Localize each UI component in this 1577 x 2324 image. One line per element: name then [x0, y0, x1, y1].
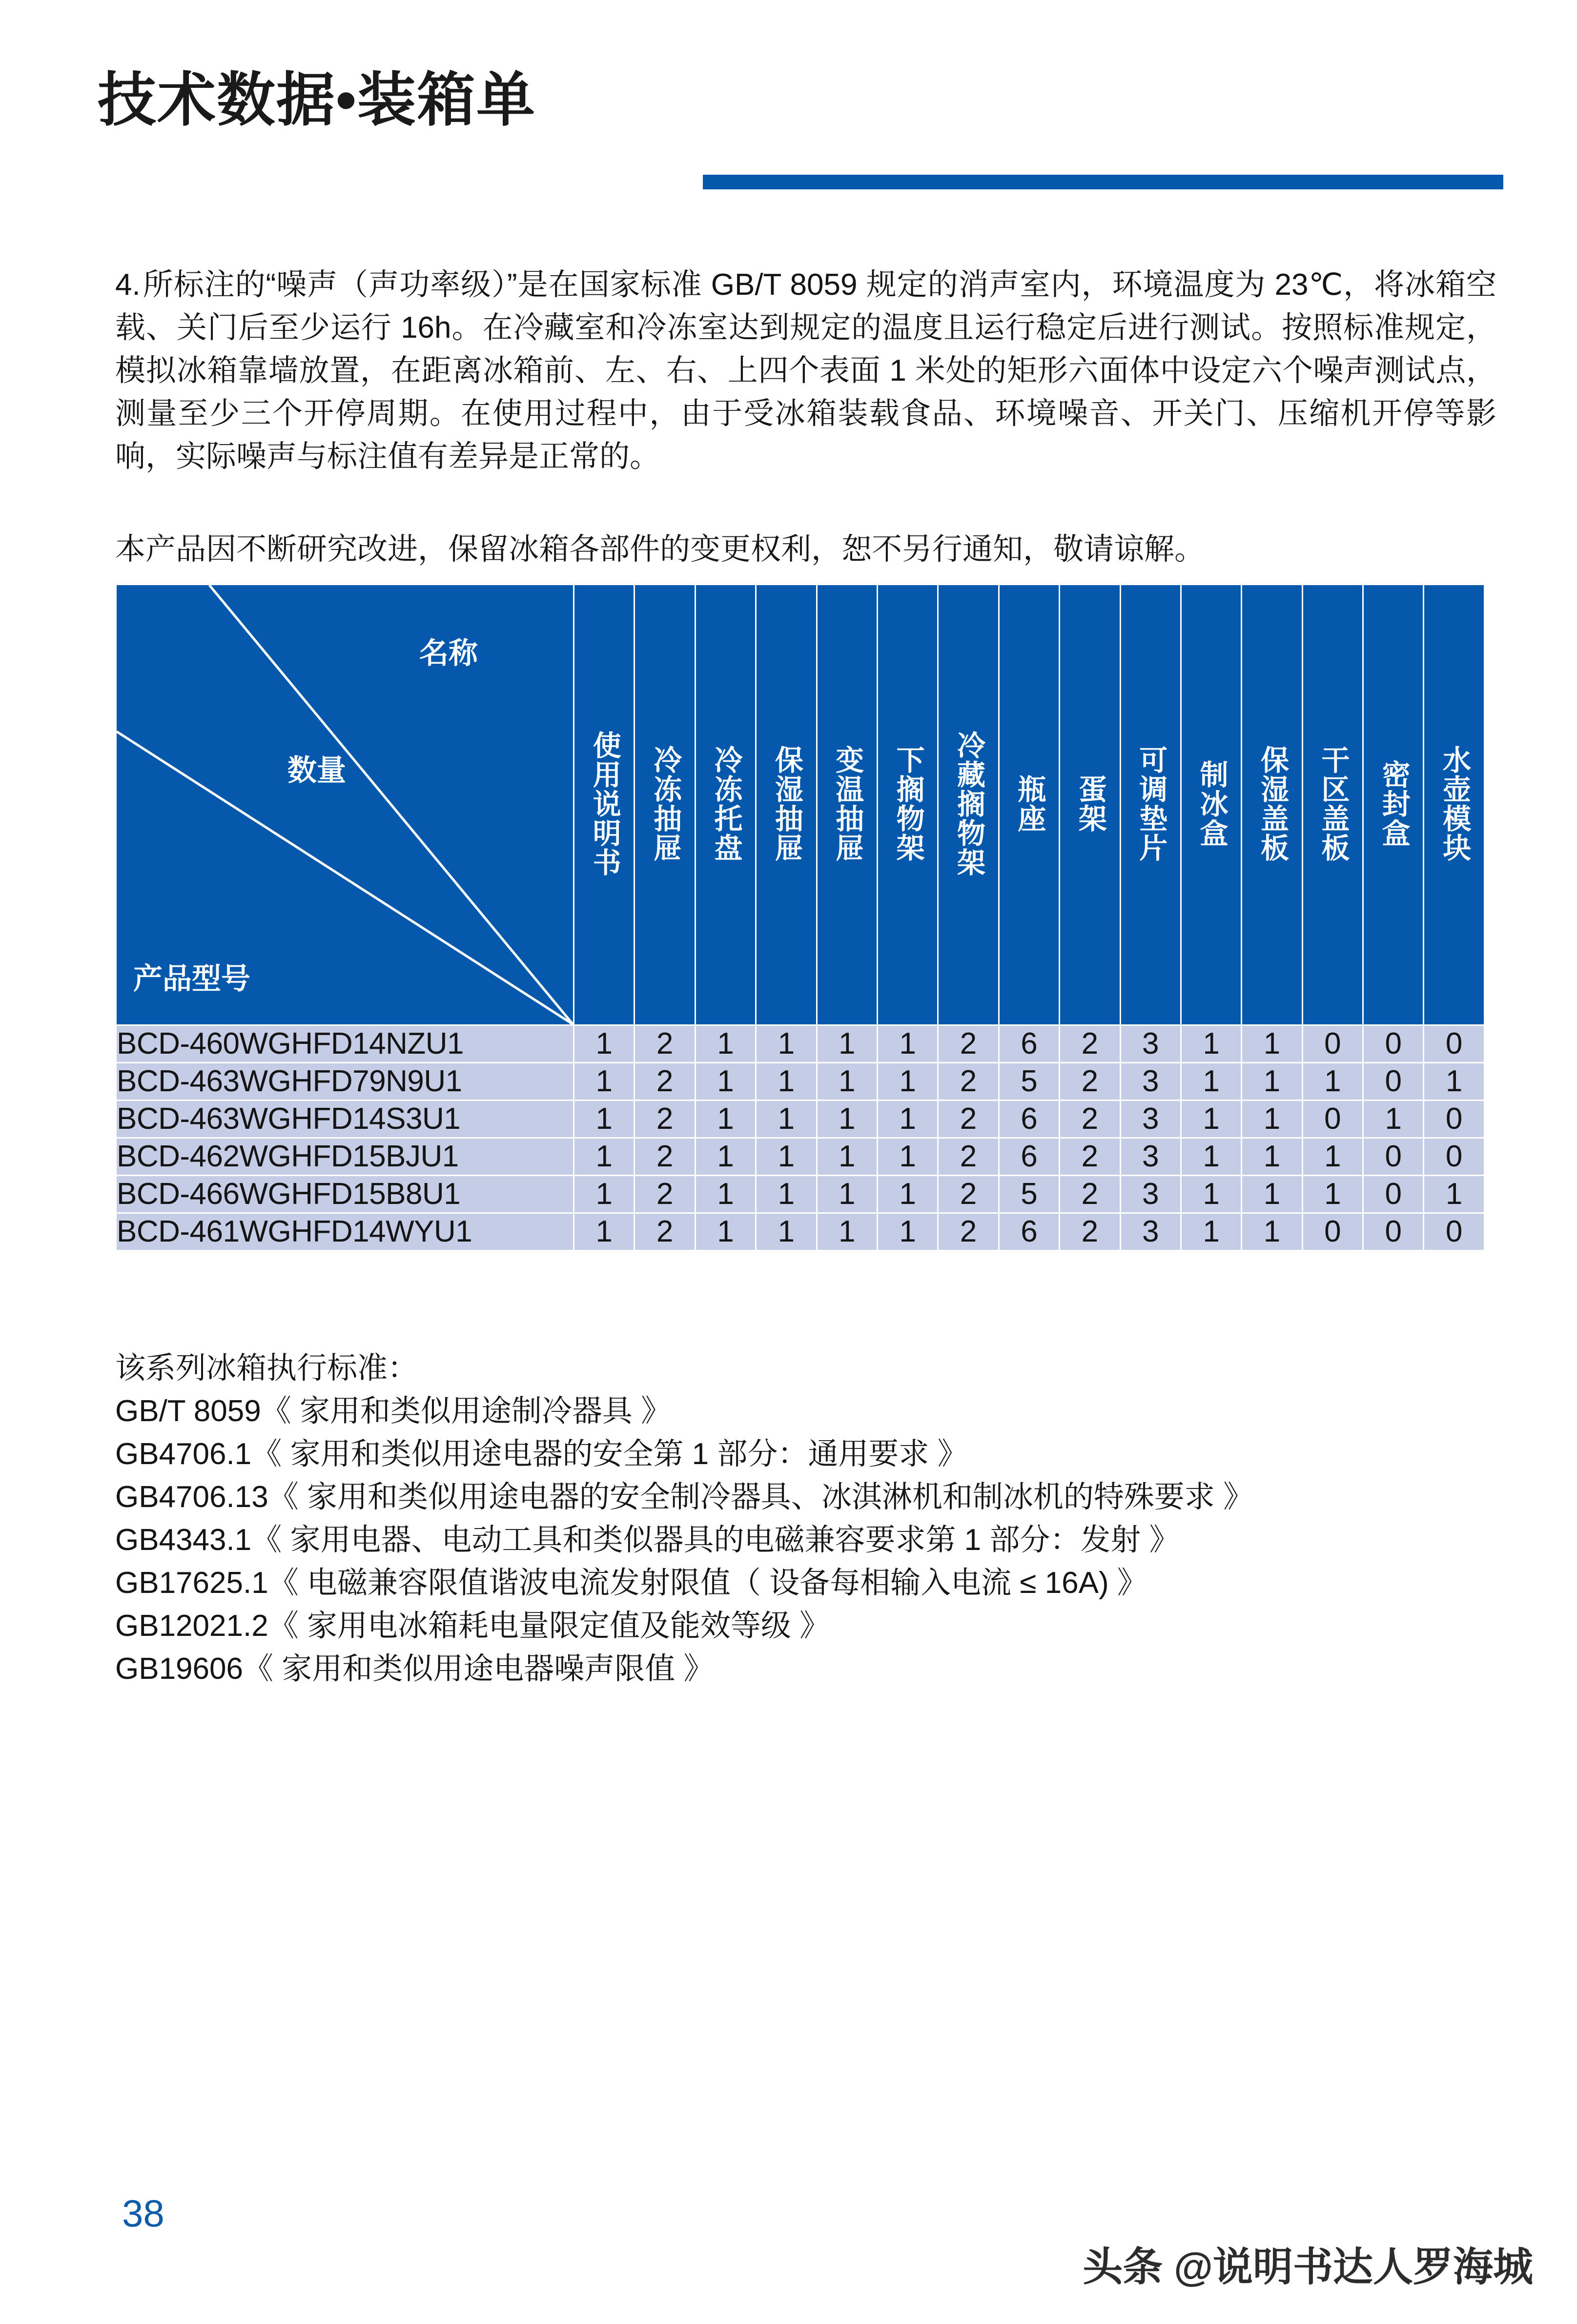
quantity-cell: 1 — [878, 1101, 937, 1137]
column-header-label: 使用说明书 — [588, 730, 620, 877]
quantity-cell: 1 — [1424, 1063, 1483, 1100]
quantity-cell: 1 — [878, 1026, 937, 1062]
column-header — [878, 585, 937, 1024]
column-header — [635, 585, 694, 1024]
quantity-cell: 2 — [939, 1026, 998, 1062]
standards-heading: 该系列冰箱执行标准： — [115, 1351, 418, 1385]
quantity-cell: 2 — [635, 1139, 694, 1175]
table-row — [117, 1026, 1484, 1062]
quantity-cell: 1 — [696, 1026, 755, 1062]
column-header — [1060, 585, 1119, 1024]
table-row — [117, 1176, 1484, 1212]
column-header-label: 保湿盖板 — [1256, 745, 1288, 862]
quantity-cell: 1 — [1242, 1214, 1301, 1250]
table-body — [117, 1026, 1484, 1250]
quantity-cell: 2 — [635, 1176, 694, 1212]
column-header — [939, 585, 998, 1024]
quantity-cell: 1 — [1182, 1214, 1241, 1250]
model-cell: BCD-463WGHFD14S3U1 — [117, 1101, 573, 1137]
quantity-cell: 1 — [818, 1101, 877, 1137]
quantity-cell: 1 — [878, 1214, 937, 1250]
quantity-cell: 2 — [939, 1176, 998, 1212]
quantity-cell: 6 — [1000, 1026, 1059, 1062]
title-rule — [703, 175, 1503, 189]
table-row — [117, 1063, 1484, 1100]
quantity-cell: 1 — [574, 1063, 634, 1100]
quantity-cell: 6 — [1000, 1214, 1059, 1250]
quantity-cell: 1 — [696, 1176, 755, 1212]
column-header-label: 冷冻抽屉 — [649, 745, 681, 862]
quantity-cell: 1 — [574, 1176, 634, 1212]
quantity-cell: 2 — [635, 1101, 694, 1137]
column-header — [1121, 585, 1180, 1024]
intro-note — [115, 264, 1496, 478]
model-cell: BCD-461WGHFD14WYU1 — [117, 1214, 573, 1250]
standard-item: GB4343.1《 家用电器、电动工具和类似器具的电磁兼容要求第 1 部分：发射 》 — [115, 1523, 1180, 1557]
quantity-cell: 1 — [1242, 1063, 1301, 1100]
quantity-cell: 1 — [757, 1026, 816, 1062]
quantity-cell: 1 — [1364, 1101, 1423, 1137]
model-cell: BCD-463WGHFD79N9U1 — [117, 1063, 573, 1100]
quantity-cell: 1 — [696, 1101, 755, 1137]
quantity-cell: 2 — [1060, 1214, 1119, 1250]
quantity-cell: 1 — [818, 1139, 877, 1175]
quantity-cell: 1 — [1303, 1063, 1362, 1100]
quantity-cell: 1 — [1242, 1139, 1301, 1175]
page-title: 技术数据•装箱单 — [98, 67, 536, 133]
column-header — [757, 585, 816, 1024]
quantity-cell: 0 — [1364, 1139, 1423, 1175]
corner-label-model: 产品型号 — [133, 962, 250, 995]
quantity-cell: 1 — [1424, 1176, 1483, 1212]
quantity-cell: 1 — [878, 1139, 937, 1175]
quantity-cell: 1 — [696, 1139, 755, 1175]
quantity-cell: 0 — [1364, 1063, 1423, 1100]
standard-item: GB4706.13《 家用和类似用途电器的安全制冷器具、冰淇淋机和制冰机的特殊要求 》 — [115, 1480, 1254, 1514]
quantity-cell: 0 — [1364, 1176, 1423, 1212]
table-header-row — [117, 585, 1484, 1024]
quantity-cell: 1 — [757, 1214, 816, 1250]
quantity-cell: 1 — [878, 1176, 937, 1212]
quantity-cell: 2 — [635, 1063, 694, 1100]
page-number: 38 — [122, 2192, 164, 2235]
quantity-cell: 2 — [1060, 1026, 1119, 1062]
standard-item: GB19606《 家用和类似用途电器噪声限值 》 — [115, 1652, 714, 1686]
column-header — [696, 585, 755, 1024]
column-header-label: 变温抽屉 — [831, 745, 863, 862]
table-header — [117, 585, 1484, 1024]
quantity-cell: 2 — [939, 1214, 998, 1250]
quantity-cell: 1 — [574, 1026, 634, 1062]
column-header-label: 蛋架 — [1074, 774, 1106, 833]
quantity-cell: 1 — [1182, 1063, 1241, 1100]
quantity-cell: 0 — [1303, 1101, 1362, 1137]
quantity-cell: 1 — [574, 1214, 634, 1250]
quantity-cell: 0 — [1364, 1214, 1423, 1250]
quantity-cell: 0 — [1424, 1139, 1483, 1175]
column-header — [1000, 585, 1059, 1024]
column-header — [574, 585, 634, 1024]
quantity-cell: 2 — [1060, 1139, 1119, 1175]
packing-table-grid — [115, 584, 1485, 1251]
quantity-cell: 2 — [1060, 1063, 1119, 1100]
model-cell: BCD-466WGHFD15B8U1 — [117, 1176, 573, 1212]
corner-label-name: 名称 — [419, 637, 478, 670]
standard-item: GB17625.1《 电磁兼容限值谐波电流发射限值（ 设备每相输入电流 ≤ 16A) 》 — [115, 1566, 1147, 1600]
column-header — [818, 585, 877, 1024]
page-header — [0, 63, 1577, 146]
standard-item: GB12021.2《 家用电冰箱耗电量限定值及能效等级 》 — [115, 1609, 830, 1643]
column-header-label: 可调垫片 — [1135, 745, 1167, 862]
quantity-cell: 3 — [1121, 1101, 1180, 1137]
quantity-cell: 1 — [878, 1063, 937, 1100]
quantity-cell: 1 — [1182, 1176, 1241, 1212]
standards-block — [115, 1347, 1496, 1691]
column-header-label: 制冰盒 — [1195, 759, 1228, 848]
quantity-cell: 0 — [1303, 1026, 1362, 1062]
column-header — [1303, 585, 1362, 1024]
column-header-label: 下搁物架 — [892, 745, 924, 862]
quantity-cell: 1 — [574, 1139, 634, 1175]
table-row — [117, 1214, 1484, 1250]
quantity-cell: 1 — [1242, 1026, 1301, 1062]
revision-note: 本产品因不断研究改进，保留冰箱各部件的变更权利，恕不另行通知，敬请谅解。 — [115, 532, 1205, 566]
standard-item: GB4706.1《 家用和类似用途电器的安全第 1 部分：通用要求 》 — [115, 1437, 968, 1471]
quantity-cell: 2 — [939, 1139, 998, 1175]
quantity-cell: 1 — [757, 1101, 816, 1137]
quantity-cell: 3 — [1121, 1176, 1180, 1212]
quantity-cell: 1 — [818, 1214, 877, 1250]
quantity-cell: 1 — [818, 1063, 877, 1100]
corner-label-quantity: 数量 — [287, 754, 346, 787]
corner-diagonal-lines — [117, 585, 573, 1024]
column-header — [1424, 585, 1483, 1024]
quantity-cell: 1 — [574, 1101, 634, 1137]
quantity-cell: 1 — [757, 1176, 816, 1212]
quantity-cell: 2 — [1060, 1101, 1119, 1137]
watermark: 头条 @说明书达人罗海城 — [1083, 2245, 1533, 2289]
quantity-cell: 1 — [696, 1063, 755, 1100]
quantity-cell: 3 — [1121, 1026, 1180, 1062]
quantity-cell: 1 — [757, 1139, 816, 1175]
quantity-cell: 2 — [939, 1101, 998, 1137]
table-row — [117, 1139, 1484, 1175]
column-header-label: 冷藏搁物架 — [953, 730, 985, 877]
standards-list — [115, 1390, 1496, 1691]
intro-note-index: 4. — [115, 268, 141, 302]
packing-list-table — [115, 584, 1484, 1251]
quantity-cell: 6 — [1000, 1139, 1059, 1175]
quantity-cell: 0 — [1303, 1214, 1362, 1250]
column-header — [1242, 585, 1301, 1024]
column-header — [1182, 585, 1241, 1024]
quantity-cell: 2 — [635, 1026, 694, 1062]
quantity-cell: 3 — [1121, 1214, 1180, 1250]
quantity-cell: 1 — [818, 1176, 877, 1212]
quantity-cell: 1 — [1182, 1139, 1241, 1175]
column-header-label: 冷冻托盘 — [710, 745, 742, 862]
quantity-cell: 5 — [1000, 1176, 1059, 1212]
intro-note-text: 所标注的“噪声（声功率级）”是在国家标准 GB/T 8059 规定的消声室内，环境温度为 23℃，将冰箱空载、关门后至少运行 16h。在冷藏室和冷冻室达到规定的温度且运行稳定后进行测试。按照标准规定，模拟冰箱靠墙放置，在距离冰箱前、左、右、上四个表面 1 米处的矩形六面体中设定六个噪声测试点，测量至少三个开停周期。在使用过程中，由于受冰箱装载食品、环境噪音、开关门、压缩机开停等影响，实际噪声与标注值有差异是正常的。 — [115, 268, 1496, 473]
column-header-label: 水壶模块 — [1438, 745, 1471, 862]
quantity-cell: 1 — [757, 1063, 816, 1100]
quantity-cell: 1 — [1242, 1101, 1301, 1137]
column-header-label: 密封盒 — [1377, 759, 1410, 848]
quantity-cell: 5 — [1000, 1063, 1059, 1100]
quantity-cell: 3 — [1121, 1063, 1180, 1100]
quantity-cell: 0 — [1424, 1026, 1483, 1062]
quantity-cell: 6 — [1000, 1101, 1059, 1137]
column-header — [1364, 585, 1423, 1024]
quantity-cell: 1 — [1242, 1176, 1301, 1212]
quantity-cell: 3 — [1121, 1139, 1180, 1175]
model-cell: BCD-462WGHFD15BJU1 — [117, 1139, 573, 1175]
column-header-label: 干区盖板 — [1317, 745, 1349, 862]
quantity-cell: 1 — [1303, 1139, 1362, 1175]
model-cell: BCD-460WGHFD14NZU1 — [117, 1026, 573, 1062]
quantity-cell: 1 — [696, 1214, 755, 1250]
quantity-cell: 0 — [1364, 1026, 1423, 1062]
standard-item: GB/T 8059《 家用和类似用途制冷器具 》 — [115, 1394, 672, 1428]
quantity-cell: 2 — [939, 1063, 998, 1100]
quantity-cell: 2 — [635, 1214, 694, 1250]
column-header-label: 瓶座 — [1013, 774, 1045, 833]
quantity-cell: 0 — [1424, 1101, 1483, 1137]
quantity-cell: 1 — [818, 1026, 877, 1062]
quantity-cell: 1 — [1182, 1026, 1241, 1062]
quantity-cell: 1 — [1303, 1176, 1362, 1212]
quantity-cell: 1 — [1182, 1101, 1241, 1137]
table-row — [117, 1101, 1484, 1137]
quantity-cell: 0 — [1424, 1214, 1483, 1250]
column-header-label: 保湿抽屉 — [770, 745, 802, 862]
quantity-cell: 2 — [1060, 1176, 1119, 1212]
table-corner-cell — [117, 585, 573, 1024]
